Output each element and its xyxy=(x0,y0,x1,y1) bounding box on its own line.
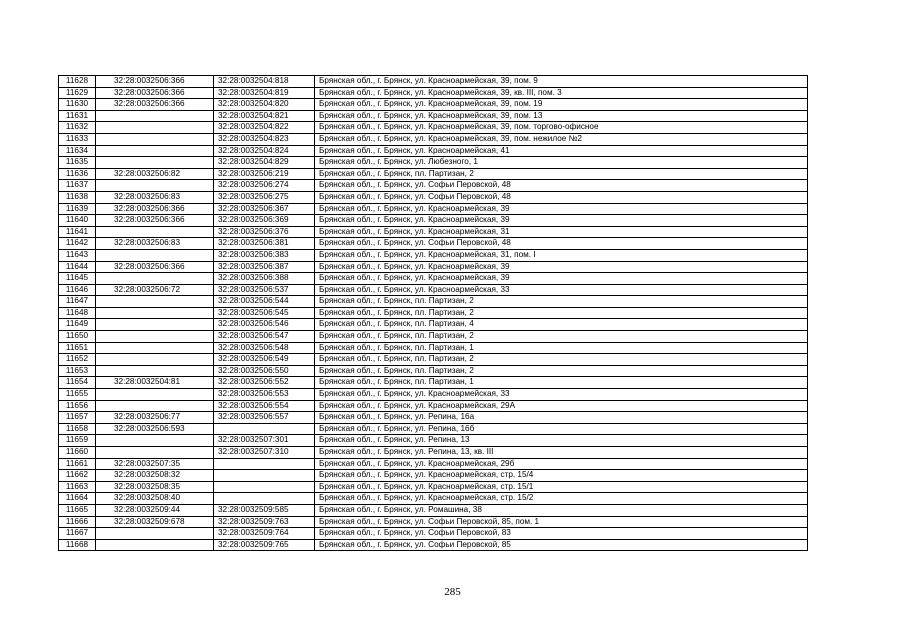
table-row xyxy=(59,284,808,296)
address-cell: Брянская обл., г. Брянск, ул. Софьи Перовской, 48 xyxy=(315,180,808,192)
row-number-cell: 11652 xyxy=(59,354,96,366)
row-number-cell: 11640 xyxy=(59,215,96,227)
row-number-cell: 11663 xyxy=(59,481,96,493)
table-row xyxy=(59,261,808,273)
address-cell: Брянская обл., г. Брянск, ул. Красноармейская, 39, пом. 9 xyxy=(315,76,808,88)
cadastral-quarter-cell: 32:28:0032506:82 xyxy=(96,168,214,180)
address-cell: Брянская обл., г. Брянск, ул. Красноармейская, 33 xyxy=(315,284,808,296)
row-number-cell: 11646 xyxy=(59,284,96,296)
cadastral-quarter-cell xyxy=(96,180,214,192)
table-row xyxy=(59,122,808,134)
address-cell: Брянская обл., г. Брянск, ул. Красноармейская, 29б xyxy=(315,458,808,470)
cadastral-number-cell: 32:28:0032506:548 xyxy=(214,342,315,354)
cadastral-number-cell: 32:28:0032504:821 xyxy=(214,110,315,122)
row-number-cell: 11631 xyxy=(59,110,96,122)
table-row xyxy=(59,470,808,482)
address-cell: Брянская обл., г. Брянск, ул. Красноармейская, стр. 15/1 xyxy=(315,481,808,493)
cadastral-number-cell: 32:28:0032506:553 xyxy=(214,389,315,401)
row-number-cell: 11643 xyxy=(59,249,96,261)
cadastral-number-cell: 32:28:0032509:763 xyxy=(214,516,315,528)
row-number-cell: 11668 xyxy=(59,539,96,551)
cadastral-number-cell: 32:28:0032504:819 xyxy=(214,87,315,99)
table-row xyxy=(59,435,808,447)
address-cell: Брянская обл., г. Брянск, ул. Репина, 13 xyxy=(315,435,808,447)
table-row xyxy=(59,377,808,389)
address-cell: Брянская обл., г. Брянск, пл. Партизан, 2 xyxy=(315,331,808,343)
cadastral-number-cell: 32:28:0032506:219 xyxy=(214,168,315,180)
row-number-cell: 11639 xyxy=(59,203,96,215)
cadastral-number-cell: 32:28:0032509:764 xyxy=(214,528,315,540)
row-number-cell: 11630 xyxy=(59,99,96,111)
cadastral-quarter-cell: 32:28:0032506:366 xyxy=(96,261,214,273)
row-number-cell: 11654 xyxy=(59,377,96,389)
address-cell: Брянская обл., г. Брянск, ул. Репина, 13, кв. III xyxy=(315,447,808,459)
table-row xyxy=(59,296,808,308)
cadastral-quarter-cell xyxy=(96,226,214,238)
table-row xyxy=(59,331,808,343)
cadastral-registry-table xyxy=(58,75,808,551)
cadastral-quarter-cell: 32:28:0032506:366 xyxy=(96,203,214,215)
cadastral-number-cell xyxy=(214,470,315,482)
row-number-cell: 11660 xyxy=(59,447,96,459)
table-row xyxy=(59,273,808,285)
cadastral-number-cell: 32:28:0032506:274 xyxy=(214,180,315,192)
address-cell: Брянская обл., г. Брянск, ул. Красноармейская, стр. 15/4 xyxy=(315,470,808,482)
cadastral-number-cell: 32:28:0032507:301 xyxy=(214,435,315,447)
table-row xyxy=(59,458,808,470)
row-number-cell: 11642 xyxy=(59,238,96,250)
row-number-cell: 11645 xyxy=(59,273,96,285)
table-row xyxy=(59,342,808,354)
address-cell: Брянская обл., г. Брянск, ул. Репина, 16а xyxy=(315,412,808,424)
row-number-cell: 11650 xyxy=(59,331,96,343)
cadastral-number-cell: 32:28:0032506:547 xyxy=(214,331,315,343)
cadastral-quarter-cell xyxy=(96,122,214,134)
address-cell: Брянская обл., г. Брянск, пл. Партизан, 2 xyxy=(315,354,808,366)
row-number-cell: 11656 xyxy=(59,400,96,412)
cadastral-number-cell: 32:28:0032506:550 xyxy=(214,365,315,377)
table-row xyxy=(59,516,808,528)
cadastral-number-cell xyxy=(214,423,315,435)
cadastral-number-cell: 32:28:0032506:376 xyxy=(214,226,315,238)
table-row xyxy=(59,76,808,88)
cadastral-number-cell: 32:28:0032506:275 xyxy=(214,191,315,203)
address-cell: Брянская обл., г. Брянск, ул. Репина, 16б xyxy=(315,423,808,435)
cadastral-quarter-cell xyxy=(96,145,214,157)
table-row xyxy=(59,504,808,516)
row-number-cell: 11665 xyxy=(59,504,96,516)
table-row xyxy=(59,493,808,505)
row-number-cell: 11662 xyxy=(59,470,96,482)
row-number-cell: 11648 xyxy=(59,307,96,319)
cadastral-number-cell: 32:28:0032506:383 xyxy=(214,249,315,261)
cadastral-number-cell: 32:28:0032506:549 xyxy=(214,354,315,366)
address-cell: Брянская обл., г. Брянск, ул. Красноармейская, 39 xyxy=(315,203,808,215)
cadastral-quarter-cell: 32:28:0032506:593 xyxy=(96,423,214,435)
address-cell: Брянская обл., г. Брянск, ул. Красноармейская, 29А xyxy=(315,400,808,412)
cadastral-quarter-cell: 32:28:0032508:40 xyxy=(96,493,214,505)
cadastral-number-cell: 32:28:0032506:544 xyxy=(214,296,315,308)
table-row xyxy=(59,319,808,331)
row-number-cell: 11647 xyxy=(59,296,96,308)
cadastral-number-cell: 32:28:0032504:824 xyxy=(214,145,315,157)
cadastral-quarter-cell xyxy=(96,447,214,459)
row-number-cell: 11638 xyxy=(59,191,96,203)
address-cell: Брянская обл., г. Брянск, ул. Ромашина, 38 xyxy=(315,504,808,516)
row-number-cell: 11637 xyxy=(59,180,96,192)
cadastral-quarter-cell xyxy=(96,528,214,540)
address-cell: Брянская обл., г. Брянск, пл. Партизан, 1 xyxy=(315,342,808,354)
cadastral-number-cell xyxy=(214,481,315,493)
row-number-cell: 11634 xyxy=(59,145,96,157)
row-number-cell: 11653 xyxy=(59,365,96,377)
cadastral-quarter-cell xyxy=(96,435,214,447)
cadastral-quarter-cell xyxy=(96,400,214,412)
cadastral-quarter-cell: 32:28:0032506:366 xyxy=(96,99,214,111)
row-number-cell: 11666 xyxy=(59,516,96,528)
table-row xyxy=(59,226,808,238)
cadastral-quarter-cell xyxy=(96,389,214,401)
cadastral-quarter-cell xyxy=(96,133,214,145)
table-row xyxy=(59,168,808,180)
cadastral-quarter-cell xyxy=(96,110,214,122)
table-row xyxy=(59,400,808,412)
cadastral-number-cell: 32:28:0032504:820 xyxy=(214,99,315,111)
cadastral-number-cell: 32:28:0032504:822 xyxy=(214,122,315,134)
address-cell: Брянская обл., г. Брянск, ул. Красноармейская, 39, пом. 13 xyxy=(315,110,808,122)
table-row xyxy=(59,249,808,261)
cadastral-number-cell xyxy=(214,458,315,470)
table-row xyxy=(59,191,808,203)
table-row xyxy=(59,389,808,401)
row-number-cell: 11641 xyxy=(59,226,96,238)
address-cell: Брянская обл., г. Брянск, ул. Красноармейская, 31 xyxy=(315,226,808,238)
row-number-cell: 11635 xyxy=(59,157,96,169)
cadastral-quarter-cell xyxy=(96,157,214,169)
address-cell: Брянская обл., г. Брянск, ул. Красноармейская, 39 xyxy=(315,215,808,227)
cadastral-number-cell: 32:28:0032506:546 xyxy=(214,319,315,331)
row-number-cell: 11633 xyxy=(59,133,96,145)
cadastral-quarter-cell: 32:28:0032507:35 xyxy=(96,458,214,470)
cadastral-number-cell: 32:28:0032506:388 xyxy=(214,273,315,285)
address-cell: Брянская обл., г. Брянск, ул. Красноармейская, стр. 15/2 xyxy=(315,493,808,505)
row-number-cell: 11632 xyxy=(59,122,96,134)
address-cell: Брянская обл., г. Брянск, ул. Красноармейская, 31, пом. I xyxy=(315,249,808,261)
table-row xyxy=(59,354,808,366)
cadastral-number-cell: 32:28:0032504:823 xyxy=(214,133,315,145)
table-row xyxy=(59,423,808,435)
table-row xyxy=(59,365,808,377)
table-row xyxy=(59,539,808,551)
row-number-cell: 11657 xyxy=(59,412,96,424)
row-number-cell: 11649 xyxy=(59,319,96,331)
page-number: 285 xyxy=(444,586,461,598)
cadastral-number-cell: 32:28:0032506:537 xyxy=(214,284,315,296)
cadastral-number-cell: 32:28:0032506:545 xyxy=(214,307,315,319)
address-cell: Брянская обл., г. Брянск, ул. Софьи Перовской, 85 xyxy=(315,539,808,551)
cadastral-quarter-cell: 32:28:0032506:366 xyxy=(96,87,214,99)
cadastral-quarter-cell xyxy=(96,296,214,308)
registry-table-body xyxy=(59,76,808,551)
row-number-cell: 11658 xyxy=(59,423,96,435)
cadastral-number-cell: 32:28:0032506:367 xyxy=(214,203,315,215)
address-cell: Брянская обл., г. Брянск, ул. Красноармейская, 39, кв. III, пом. 3 xyxy=(315,87,808,99)
row-number-cell: 11661 xyxy=(59,458,96,470)
address-cell: Брянская обл., г. Брянск, ул. Софьи Перовской, 48 xyxy=(315,191,808,203)
row-number-cell: 11664 xyxy=(59,493,96,505)
address-cell: Брянская обл., г. Брянск, пл. Партизан, 2 xyxy=(315,365,808,377)
cadastral-number-cell: 32:28:0032506:552 xyxy=(214,377,315,389)
row-number-cell: 11636 xyxy=(59,168,96,180)
address-cell: Брянская обл., г. Брянск, пл. Партизан, 2 xyxy=(315,307,808,319)
table-row xyxy=(59,215,808,227)
table-row xyxy=(59,157,808,169)
row-number-cell: 11655 xyxy=(59,389,96,401)
cadastral-quarter-cell: 32:28:0032509:678 xyxy=(96,516,214,528)
table-row xyxy=(59,203,808,215)
cadastral-quarter-cell: 32:28:0032506:72 xyxy=(96,284,214,296)
address-cell: Брянская обл., г. Брянск, ул. Любезного, 1 xyxy=(315,157,808,169)
cadastral-quarter-cell: 32:28:0032506:83 xyxy=(96,238,214,250)
row-number-cell: 11667 xyxy=(59,528,96,540)
address-cell: Брянская обл., г. Брянск, ул. Красноармейская, 39, пом. нежилое №2 xyxy=(315,133,808,145)
address-cell: Брянская обл., г. Брянск, ул. Софьи Перовской, 85, пом. 1 xyxy=(315,516,808,528)
row-number-cell: 11659 xyxy=(59,435,96,447)
cadastral-quarter-cell xyxy=(96,319,214,331)
cadastral-quarter-cell: 32:28:0032504:81 xyxy=(96,377,214,389)
address-cell: Брянская обл., г. Брянск, ул. Красноармейская, 39, пом. 19 xyxy=(315,99,808,111)
cadastral-number-cell: 32:28:0032506:557 xyxy=(214,412,315,424)
cadastral-number-cell: 32:28:0032506:387 xyxy=(214,261,315,273)
row-number-cell: 11644 xyxy=(59,261,96,273)
row-number-cell: 11628 xyxy=(59,76,96,88)
address-cell: Брянская обл., г. Брянск, ул. Красноармейская, 33 xyxy=(315,389,808,401)
table-row xyxy=(59,307,808,319)
cadastral-quarter-cell xyxy=(96,365,214,377)
address-cell: Брянская обл., г. Брянск, ул. Красноармейская, 39, пом. торгово-офисное xyxy=(315,122,808,134)
cadastral-number-cell: 32:28:0032506:369 xyxy=(214,215,315,227)
cadastral-quarter-cell: 32:28:0032509:44 xyxy=(96,504,214,516)
address-cell: Брянская обл., г. Брянск, ул. Красноармейская, 41 xyxy=(315,145,808,157)
cadastral-number-cell xyxy=(214,493,315,505)
row-number-cell: 11629 xyxy=(59,87,96,99)
cadastral-number-cell: 32:28:0032504:829 xyxy=(214,157,315,169)
address-cell: Брянская обл., г. Брянск, пл. Партизан, 4 xyxy=(315,319,808,331)
cadastral-quarter-cell xyxy=(96,354,214,366)
cadastral-number-cell: 32:28:0032506:554 xyxy=(214,400,315,412)
cadastral-number-cell: 32:28:0032504:818 xyxy=(214,76,315,88)
address-cell: Брянская обл., г. Брянск, пл. Партизан, 2 xyxy=(315,168,808,180)
row-number-cell: 11651 xyxy=(59,342,96,354)
table-row xyxy=(59,447,808,459)
table-row xyxy=(59,145,808,157)
cadastral-quarter-cell: 32:28:0032506:83 xyxy=(96,191,214,203)
cadastral-quarter-cell: 32:28:0032508:32 xyxy=(96,470,214,482)
cadastral-quarter-cell: 32:28:0032506:366 xyxy=(96,76,214,88)
cadastral-quarter-cell: 32:28:0032508:35 xyxy=(96,481,214,493)
cadastral-quarter-cell xyxy=(96,539,214,551)
table-row xyxy=(59,133,808,145)
table-row xyxy=(59,87,808,99)
cadastral-quarter-cell: 32:28:0032506:77 xyxy=(96,412,214,424)
address-cell: Брянская обл., г. Брянск, ул. Красноармейская, 39 xyxy=(315,273,808,285)
address-cell: Брянская обл., г. Брянск, пл. Партизан, 2 xyxy=(315,296,808,308)
table-row xyxy=(59,481,808,493)
table-row xyxy=(59,99,808,111)
cadastral-quarter-cell xyxy=(96,249,214,261)
address-cell: Брянская обл., г. Брянск, ул. Софьи Перовской, 48 xyxy=(315,238,808,250)
cadastral-quarter-cell xyxy=(96,331,214,343)
cadastral-quarter-cell xyxy=(96,342,214,354)
table-row xyxy=(59,110,808,122)
table-row xyxy=(59,180,808,192)
table-row xyxy=(59,528,808,540)
address-cell: Брянская обл., г. Брянск, ул. Софьи Перовской, 83 xyxy=(315,528,808,540)
table-row xyxy=(59,238,808,250)
cadastral-number-cell: 32:28:0032509:765 xyxy=(214,539,315,551)
table-row xyxy=(59,412,808,424)
cadastral-quarter-cell xyxy=(96,273,214,285)
cadastral-number-cell: 32:28:0032507:310 xyxy=(214,447,315,459)
address-cell: Брянская обл., г. Брянск, пл. Партизан, 1 xyxy=(315,377,808,389)
cadastral-quarter-cell: 32:28:0032506:366 xyxy=(96,215,214,227)
address-cell: Брянская обл., г. Брянск, ул. Красноармейская, 39 xyxy=(315,261,808,273)
cadastral-quarter-cell xyxy=(96,307,214,319)
cadastral-number-cell: 32:28:0032506:381 xyxy=(214,238,315,250)
cadastral-number-cell: 32:28:0032509:585 xyxy=(214,504,315,516)
